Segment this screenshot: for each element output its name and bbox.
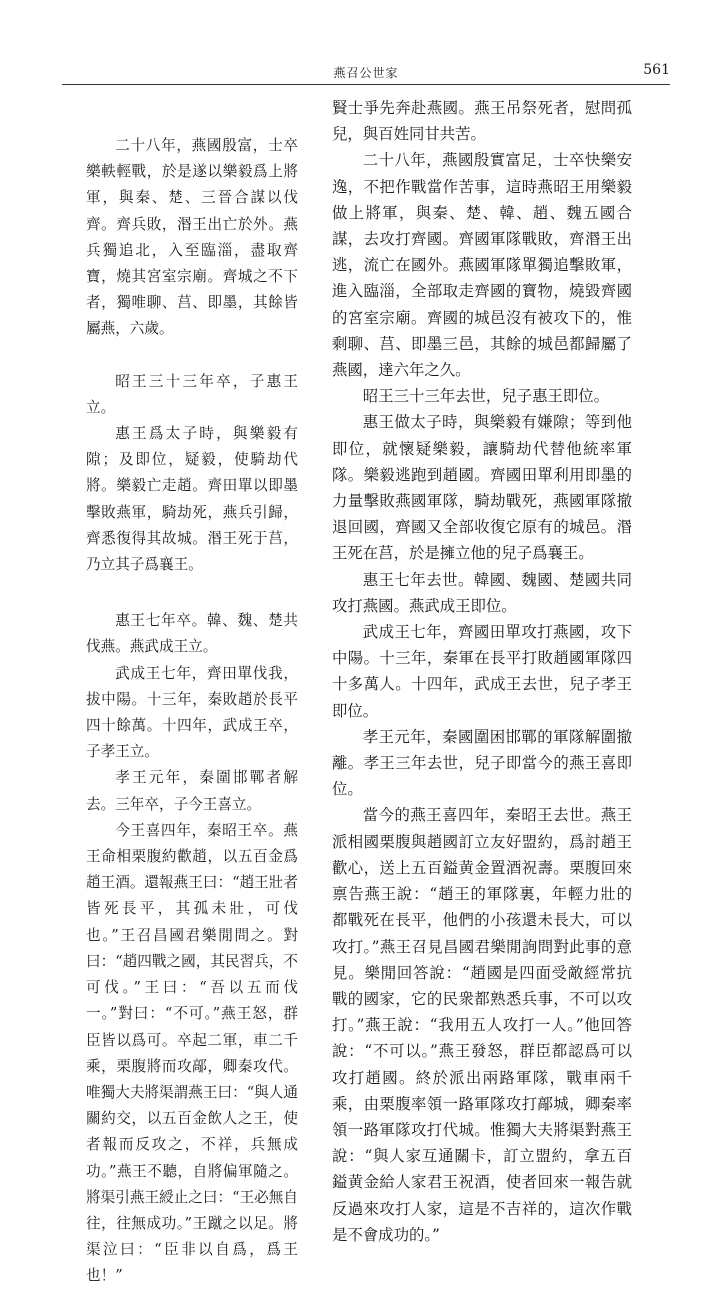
translation-paragraph: 昭王三十三年去世，兒子惠王即位。 <box>362 387 610 406</box>
translation-paragraph: 孝王元年，秦國圍困邯鄲的軍隊解圍撤離。孝王三年去世，兒子即當今的燕王喜即位。 <box>332 727 632 799</box>
translation-paragraph: 惠王做太子時，與樂毅有嫌隙；等到他即位，就懷疑樂毅，讓騎劫代替他統率軍隊。樂毅逃跑到趙國。齊國田單利用即墨的力量擊敗燕國軍隊，騎劫戰死，燕國軍隊撤退回國，齊國又全部收復它原有的城邑。湣王死在莒，於是擁立他的兒子爲襄王。 <box>332 413 632 563</box>
original-paragraph: 惠王爲太子時，與樂毅有隙；及即位，疑毅，使騎劫代將。樂毅亡走趙。齊田單以即墨擊敗燕軍，騎劫死，燕兵引歸，齊悉復得其故城。湣王死于莒，乃立其子爲襄王。 <box>86 425 298 574</box>
original-text-column <box>86 133 298 1290</box>
chapter-title: 燕召公世家 <box>333 66 399 80</box>
running-header <box>62 60 670 82</box>
header-rule <box>62 84 670 85</box>
translation-paragraph: 武成王七年，齊國田單攻打燕國，攻下中陽。十三年，秦軍在長平打敗趙國軍隊四十多萬人。十四年，武成王去世，兒子孝王即位。 <box>332 623 632 720</box>
translation-paragraph: 二十八年，燕國殷實富足，士卒快樂安逸，不把作戰當作苦事，這時燕昭王用樂毅做上將軍，與秦、楚、韓、趙、魏五國合謀，去攻打齊國。齊國軍隊戰敗，齊湣王出逃，流亡在國外。燕國軍隊單獨追擊敗軍，進入臨淄，全部取走齊國的寶物，燒毀齊國的宮室宗廟。齊國的城邑沒有被攻下的，惟剩聊、莒、即墨三邑，其餘的城邑都歸屬了燕國，達六年之久。 <box>332 151 632 380</box>
original-paragraph: 今王喜四年，秦昭王卒。燕王命相栗腹約歡趙，以五百金爲趙王酒。還報燕王曰：“趙王壯者皆死長平，其孤未壯，可伐也。”王召昌國君樂閒問之。對曰：“趙四戰之國，其民習兵，不可伐。”王曰：“吾以五而伐一。”對曰：“不可。”燕王怒，群臣皆以爲可。卒起二軍，車二千乘，栗腹將而攻鄗，卿秦攻代。唯獨大夫將渠謂燕王曰：“與人通關約交，以五百金飲人之王，使者報而反攻之，不祥，兵無成功。”燕王不聽，自將偏軍隨之。將渠引燕王綬止之曰：“王必無自往，往無成功。”王蹴之以足。將渠泣曰：“臣非以自爲，爲王也！” <box>86 821 298 1285</box>
original-paragraph: 昭王三十三年卒，子惠王立。 <box>86 372 298 416</box>
translation-paragraph: 當今的燕王喜四年，秦昭王去世。燕王派相國栗腹與趙國訂立友好盟約，爲討趙王歡心，送上五百鎰黄金置酒祝壽。栗腹回來禀告燕王說：“趙王的軍隊裏，年輕力壯的都戰死在長平，他們的小孩還未長大，可以攻打。”燕王召見昌國君樂閒詢問對此事的意見。樂閒回答說：“趙國是四面受敵經常抗戰的國家，它的民衆都熟悉兵事，不可以攻打。”燕王說：“我用五人攻打一人。”他回答說：“不可以。”燕王發怒，群臣都認爲可以攻打趙國。終於派出兩路軍隊，戰車兩千乘，由栗腹率領一路軍隊攻打鄗城，卿秦率領一路軍隊攻打代城。惟獨大夫將渠對燕王說：“與人家互通關卡，訂立盟約，拿五百鎰黄金給人家君王祝酒，使者回來一報告就反過來攻打人家，這是不吉祥的，這次作戰是不會成功的。” <box>332 806 632 1244</box>
translation-text-column <box>332 95 632 1248</box>
page-number: 561 <box>643 62 670 78</box>
translation-paragraph: 惠王七年去世。韓國、魏國、楚國共同攻打燕國。燕武成王即位。 <box>332 570 632 615</box>
original-paragraph: 惠王七年卒。韓、魏、楚共伐燕。燕武成王立。 <box>86 612 298 656</box>
original-paragraph: 二十八年，燕國殷富，士卒樂軼輕戰，於是遂以樂毅爲上將軍，與秦、楚、三晉合謀以伐齊。齊兵敗，湣王出亡於外。燕兵獨追北，入至臨淄，盡取齊寶，燒其宮室宗廟。齊城之不下者，獨唯聊、莒、即墨，其餘皆屬燕，六歲。 <box>86 137 298 338</box>
original-paragraph: 孝王元年，秦圍邯鄲者解去。三年卒，子今王喜立。 <box>86 769 298 813</box>
original-paragraph: 武成王七年，齊田單伐我，拔中陽。十三年，秦敗趙於長平四十餘萬。十四年，武成王卒，子孝王立。 <box>86 664 298 761</box>
translation-paragraph: 賢士爭先奔赴燕國。燕王吊祭死者，慰問孤兒，與百姓同甘共苦。 <box>332 99 632 144</box>
